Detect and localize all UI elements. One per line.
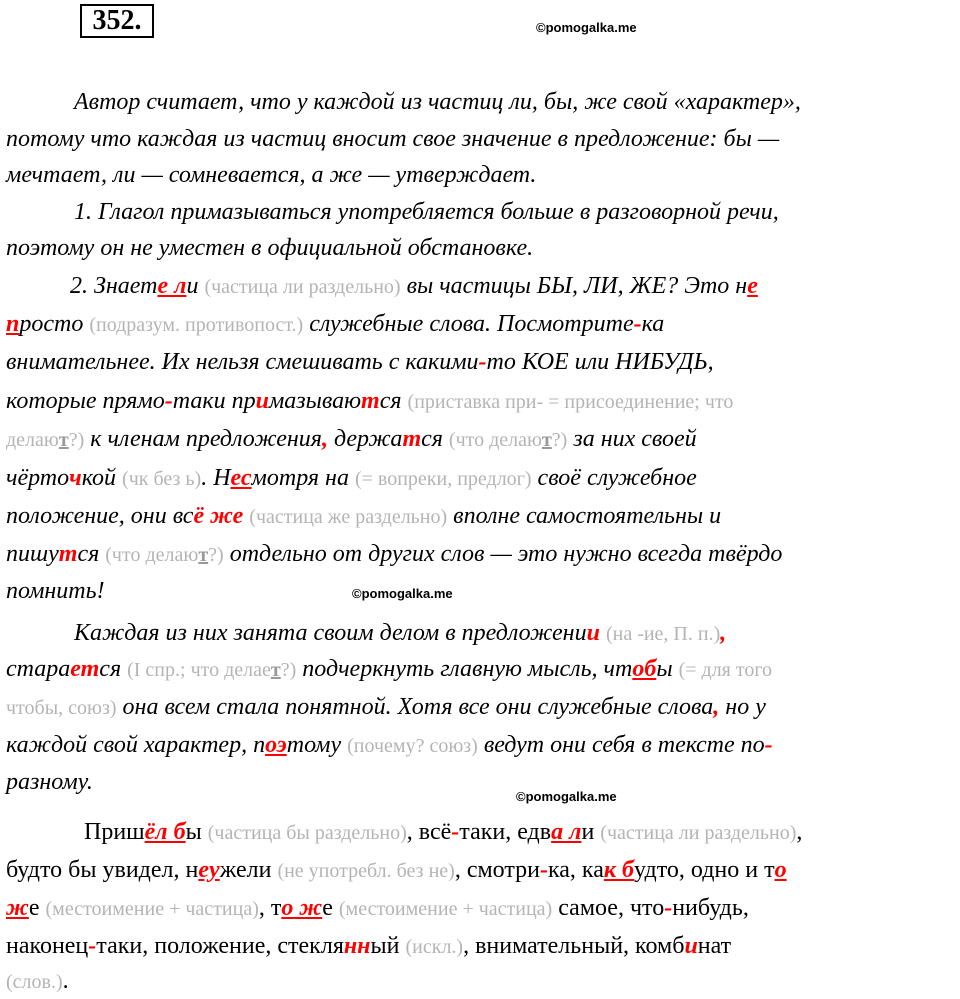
text-line: Каждая из них занята своим делом в предложении (на -ие, П. п.), — [74, 620, 727, 646]
text-line: положение, они всё же (частица же раздельно) вполне самостоятельны и — [6, 503, 722, 529]
text-line: просто (подразум. противопост.) служебные слова. Посмотрите-ка — [6, 311, 665, 337]
text-line: делают?) к членам предложения, держатся (что делают?) за них своей — [6, 426, 697, 452]
intro-line-1: Автор считает, что у каждой из частиц ли, бы, же свой «характер», — [74, 89, 801, 115]
intro-line-3: мечтает, ли — сомневается, а же — утверждает. — [6, 162, 537, 188]
text-line: будто бы увидел, неужели (не употребл. без не), смотри-ка, как будто, одно и то — [6, 857, 787, 883]
text-line: чёрточкой (чк без ь). Несмотря на (= вопреки, предлог) своё служебное — [6, 465, 697, 491]
text-line: чтобы, союз) она всем стала понятной. Хотя все они служебные слова, но у — [6, 694, 766, 720]
text-line: помнить! — [6, 578, 105, 604]
text-line: (слов.). — [6, 968, 69, 994]
exercise-number: 352. — [80, 4, 154, 38]
text-line: каждой свой характер, поэтому (почему? союз) ведут они себя в тексте по- — [6, 732, 773, 758]
intro-line-2: потому что каждая из частиц вносит свое значение в предложение: бы — — [6, 126, 780, 152]
text-line: внимательнее. Их нельзя смешивать с какими-то КОЕ или НИБУДЬ, — [6, 349, 714, 375]
text-line: 2. Знаете ли (частица ли раздельно) вы частицы БЫ, ЛИ, ЖЕ? Это не — [70, 273, 758, 299]
text-line: которые прямо-таки примазываются (приставка при- = присоединение; что — [6, 388, 734, 414]
text-line: разному. — [6, 769, 93, 795]
text-line: наконец-таки, положение, стеклянный (искл.), внимательный, комбинат — [6, 933, 732, 959]
text-line: пишутся (что делают?) отдельно от других слов — это нужно всегда твёрдо — [6, 541, 783, 567]
text-line: же (местоимение + частица), то же (местоимение + частица) самое, что-нибудь, — [6, 895, 749, 921]
watermark: ©pomogalka.me — [352, 586, 453, 601]
text-line: Пришёл бы (частица бы раздельно), всё-таки, едва ли (частица ли раздельно), — [84, 819, 803, 845]
item1-line-1: 1. Глагол примазываться употребляется больше в разговорной речи, — [74, 199, 779, 225]
item1-line-2: поэтому он не уместен в официальной обстановке. — [6, 235, 534, 261]
text-line: старается (I спр.; что делает?) подчеркнуть главную мысль, чтобы (= для того — [6, 656, 773, 682]
watermark: ©pomogalka.me — [516, 789, 617, 804]
watermark: ©pomogalka.me — [536, 20, 637, 35]
